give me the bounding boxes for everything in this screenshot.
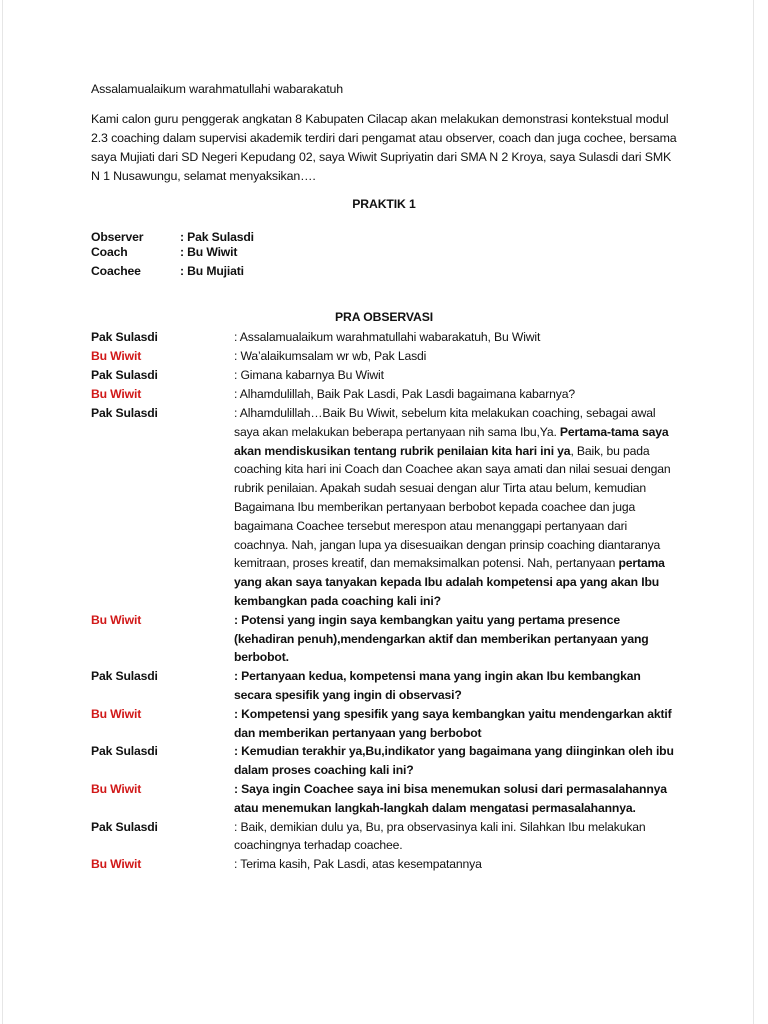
role-value: : Bu Wiwit: [180, 245, 238, 259]
page-edge-right: [753, 0, 754, 1024]
dialog-text-part: : Alhamdulillah…Baik Bu Wiwit, sebelum kita melakukan coaching, sebagai awal saya akan melakukan beberapa pertanyaan nih sama Ibu,Ya.: [234, 406, 656, 439]
dialog-text-part-bold: Pertama-tama saya akan mendiskusikan tentang rubrik penilaian kita hari ini ya: [234, 424, 669, 458]
speaker-name: Bu Wiwit: [91, 857, 142, 872]
dialog-turn: [91, 742, 691, 780]
speaker-name: Pak Sulasdi: [91, 819, 158, 834]
role-label: Coach: [91, 245, 128, 259]
dialog-turn: [91, 667, 691, 705]
greeting: Assalamualaikum warahmatullahi wabarakatuh: [91, 82, 343, 96]
speaker-name: Pak Sulasdi: [91, 744, 158, 759]
dialog-text: : Kemudian terakhir ya,Bu,indikator yang bagaimana yang diinginkan oleh ibu dalam proses coaching kali ini?: [234, 744, 674, 778]
pra-observasi-title: PRA OBSERVASI: [334, 310, 434, 324]
dialog-turn: [91, 818, 691, 856]
dialog-turn: [91, 611, 691, 667]
speaker-name: Bu Wiwit: [91, 612, 142, 627]
dialog-turn: [91, 404, 691, 611]
speaker-name: Pak Sulasdi: [91, 406, 158, 420]
dialog-turn: [91, 328, 691, 347]
dialog-text: : Gimana kabarnya Bu Wiwit: [234, 368, 384, 382]
page-edge-left: [2, 0, 3, 1024]
speaker-name: Bu Wiwit: [91, 387, 142, 401]
role-value: : Bu Mujiati: [180, 264, 244, 278]
speaker-name: Pak Sulasdi: [91, 330, 158, 344]
dialog-text: : Assalamualaikum warahmatullahi wabarakatuh, Bu Wiwit: [234, 330, 541, 344]
dialog-transcript: [91, 328, 691, 874]
dialog-text: : Potensi yang ingin saya kembangkan yaitu yang pertama presence (kehadiran penuh),mendengarkan aktif dan memberikan pertanyaan yang berbobot.: [234, 612, 649, 665]
dialog-text: : Baik, demikian dulu ya, Bu, pra observasinya kali ini. Silahkan Ibu melakukan coachingnya terhadap coachee.: [234, 819, 646, 853]
intro-paragraph: Kami calon guru penggerak angkatan 8 Kabupaten Cilacap akan melakukan demonstrasi kontekstual modul 2.3 coaching dalam supervisi akademik terdiri dari pengamat atau observer, coach dan juga cochee, bersama saya Mujiati dari SD Negeri Kepudang 02, saya Wiwit Supriyatin dari SMA N 2 Kroya, saya Sulasdi dari SMK N 1 Nusawungu, selamat menyaksikan….: [91, 112, 677, 183]
dialog-text: : Wa’alaikumsalam wr wb, Pak Lasdi: [234, 349, 427, 363]
dialog-text-part-bold: pertama yang akan saya tanyakan kepada Ibu adalah kompetensi apa yang akan Ibu kembangkan pada coaching kali ini?: [234, 556, 665, 608]
speaker-name: Pak Sulasdi: [91, 368, 158, 382]
role-label: Coachee: [91, 264, 141, 278]
speaker-name: Pak Sulasdi: [91, 669, 158, 684]
dialog-text: : Terima kasih, Pak Lasdi, atas kesempatannya: [234, 857, 482, 872]
role-label: Observer: [91, 230, 144, 244]
dialog-turn: [91, 705, 691, 743]
dialog-turn: [91, 780, 691, 818]
dialog-text-part: , Baik, bu pada coaching kita hari ini Coach dan Coachee akan saya amati dan nilai sesuai dengan rubrik penilaian. Apakah sudah sesuai dengan alur Tirta atau belum, kemudian Bagaimana Ibu memberikan pertanyaan berbobot kepada coachee dan juga bagaimana Coachee tersebut merespon atau menanggapi pertanyaan dari coachnya. Nah, jangan lupa ya disesuaikan dengan prinsip coaching diantaranya kemitraan, proses kreatif, dan memaksimalkan potensi. Nah, pertanyaan: [234, 443, 671, 571]
speaker-name: Bu Wiwit: [91, 781, 142, 796]
dialog-text: : Alhamdulillah, Baik Pak Lasdi, Pak Lasdi bagaimana kabarnya?: [234, 387, 575, 401]
dialog-text: : Pertanyaan kedua, kompetensi mana yang ingin akan Ibu kembangkan secara spesifik yang ingin di observasi?: [234, 669, 641, 702]
speaker-name: Bu Wiwit: [91, 706, 142, 721]
praktik-title: PRAKTIK 1: [352, 197, 416, 211]
dialog-turn: [91, 347, 691, 366]
role-value: : Pak Sulasdi: [180, 230, 254, 244]
dialog-text: : Kompetensi yang spesifik yang saya kembangkan yaitu mendengarkan aktif dan memberikan pertanyaan yang berbobot: [234, 706, 672, 740]
dialog-text: : Saya ingin Coachee saya ini bisa menemukan solusi dari permasalahannya atau menemukan langkah-langkah dalam mengatasi permasalahannya.: [234, 781, 667, 815]
dialog-turn: [91, 385, 691, 404]
speaker-name: Bu Wiwit: [91, 349, 142, 363]
dialog-turn: [91, 855, 691, 874]
dialog-turn: [91, 366, 691, 385]
dialog-text: [234, 404, 680, 611]
